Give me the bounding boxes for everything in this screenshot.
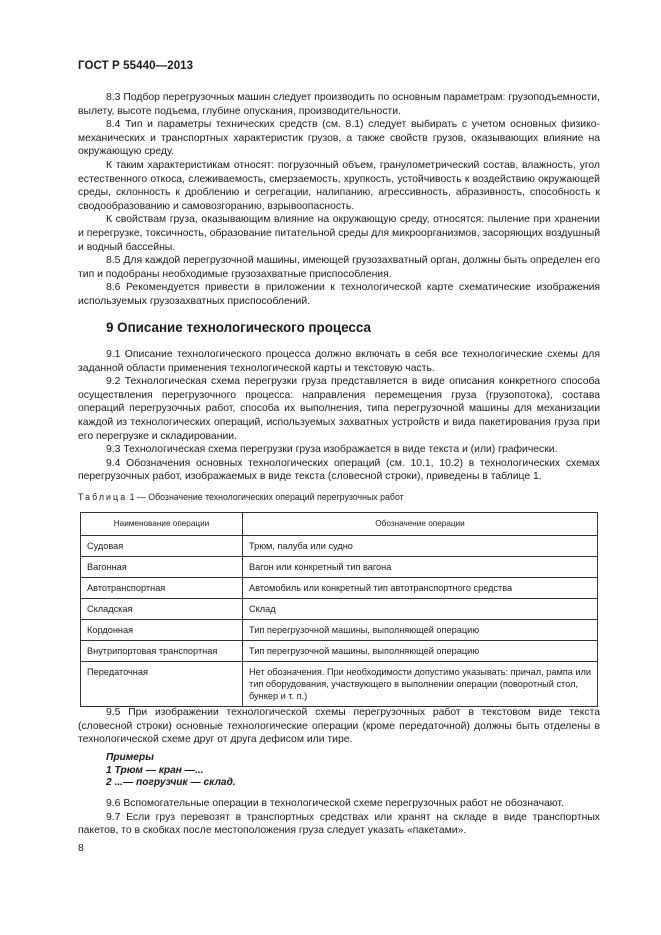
table-row [81, 599, 598, 620]
example-item: 1 Трюм — кран —... [106, 764, 204, 776]
example-item: 2 ...— погрузчик — склад. [106, 777, 236, 789]
section-title: 9 Описание технологического процесса [106, 320, 371, 335]
table-row [81, 557, 598, 578]
operation-designation-cell: Вагон или конкретный тип вагона [243, 557, 598, 578]
operation-designation-cell: Автомобиль или конкретный тип автотранспортного средства [243, 578, 598, 599]
paragraph-9-6: 9.6 Вспомогательные операции в технологической схеме перегрузочных работ не обозначают. [106, 798, 564, 809]
paragraph-8-4: 8.4 Тип и параметры технических средств (см. 8.1) следует выбирать с учетом основных физико-механических и транспортных характеристик грузов, а также свойств грузов, оказывающих влияние на окружающую среду. [78, 119, 600, 158]
examples-title: Примеры [106, 752, 154, 763]
column-header-name: Наименование операции [81, 513, 243, 536]
paragraph-characteristics: К таким характеристикам относят: погрузочный объем, гранулометрический состав, влажность, угол естественного откоса, слеживаемость, смерзаемость, хрупкость, устойчивость к воздействию окружающей среды, склонность к дроблению и сегрегации, налипанию, агрессивность, абразивность, способность к сводообразованию и самовозгоранию, взрывоопасность. [78, 159, 600, 212]
operation-name-cell: Судовая [81, 536, 243, 557]
operation-name-cell: Автотранспортная [81, 578, 243, 599]
text-block-9-6-9-7 [78, 797, 600, 838]
paragraph-8-6: 8.6 Рекомендуется привести в приложении к технологической карте схематические изображения используемых грузозахватных приспособлений. [78, 282, 600, 307]
operation-designation-cell: Склад [243, 599, 598, 620]
paragraph-9-7: 9.7 Если груз перевозят в транспортных средствах или хранят на складе в виде транспортных пакетов, то в скобках после местоположения груза следует указать «пакетами». [78, 811, 600, 837]
operations-table [80, 512, 598, 707]
operation-name-cell: Складская [81, 599, 243, 620]
operation-name-cell: Передаточная [81, 662, 243, 707]
paragraph-8-5: 8.5 Для каждой перегрузочной машины, имеющей грузозахватный орган, должны быть определен его тип и подобраны необходимые грузозахватные приспособления. [78, 255, 600, 280]
column-header-designation: Обозначение операции [243, 513, 598, 536]
table-row [81, 620, 598, 641]
operation-designation-cell: Тип перегрузочной машины, выполняющей операцию [243, 641, 598, 662]
table-row [81, 662, 598, 707]
examples-block [106, 752, 236, 790]
table-row [81, 578, 598, 599]
table-row [81, 641, 598, 662]
text-block-section-8 [78, 91, 600, 309]
table-row [81, 536, 598, 557]
table-header-row [81, 513, 598, 536]
paragraph-environment: К свойствам груза, оказывающим влияние на окружающую среду, относятся: пыление при хранении и перегрузке, токсичность, образование питательной среды для микроорганизмов, засоряющих воздушный и водный бассейны. [78, 214, 600, 253]
document-header: ГОСТ Р 55440—2013 [78, 60, 194, 72]
paragraph-9-1: 9.1 Описание технологического процесса должно включать в себя все технологические схемы для заданной области применения технологической карты и текстовую часть. [78, 349, 600, 374]
operation-name-cell: Внутрипортовая транспортная [81, 641, 243, 662]
paragraph-9-2: 9.2 Технологическая схема перегрузки груза представляется в виде описания конкретного способа осуществления перегрузочного процесса: направления перемещения груза (грузопотока), состава операций перегрузочных работ, способа их выполнения, типа перегрузочной машины для механизации каждой из технологических операций, используемых захватных устройств и вида пакетирования груза при его перегрузке и складировании. [78, 376, 600, 442]
operation-name-cell: Вагонная [81, 557, 243, 578]
page-number: 8 [78, 843, 84, 854]
operation-name-cell: Кордонная [81, 620, 243, 641]
operation-designation-cell: Трюм, палуба или судно [243, 536, 598, 557]
text-block-section-9 [78, 348, 600, 484]
table-caption-label: Таблица [78, 492, 128, 502]
table-caption-text: 1 — Обозначение технологических операций перегрузочных работ [129, 492, 404, 502]
paragraph-9-5: 9.5 При изображении технологической схемы перегрузочных работ в текстовом виде текста (словесной строки) основные технологические операции (кроме передаточной) должны быть отделены в технологической схеме друг от друга дефисом или тире. [78, 707, 600, 746]
text-block-9-5 [78, 706, 600, 747]
operation-designation-cell: Нет обозначения. При необходимости допустимо указывать: причал, рампа или тип оборудования, участвующего в выполнении операции (поворотный стол, бункер и т. п.) [243, 662, 598, 707]
operation-designation-cell: Тип перегрузочной машины, выполняющей операцию [243, 620, 598, 641]
paragraph-8-3: 8.3 Подбор перегрузочных машин следует производить по основным параметрам: грузоподъемности, вылету, высоте подъема, глубине опускания, производительности. [78, 92, 600, 117]
paragraph-9-3: 9.3 Технологическая схема перегрузки груза изображается в виде текста и (или) графически. [106, 444, 558, 456]
paragraph-9-4: 9.4 Обозначения основных технологических операций (см. 10.1, 10.2) в технологических схемах перегрузочных работ, изображаемых в виде текста (словесной строки), приведены в таблице 1. [78, 457, 600, 483]
table-caption [78, 492, 404, 502]
